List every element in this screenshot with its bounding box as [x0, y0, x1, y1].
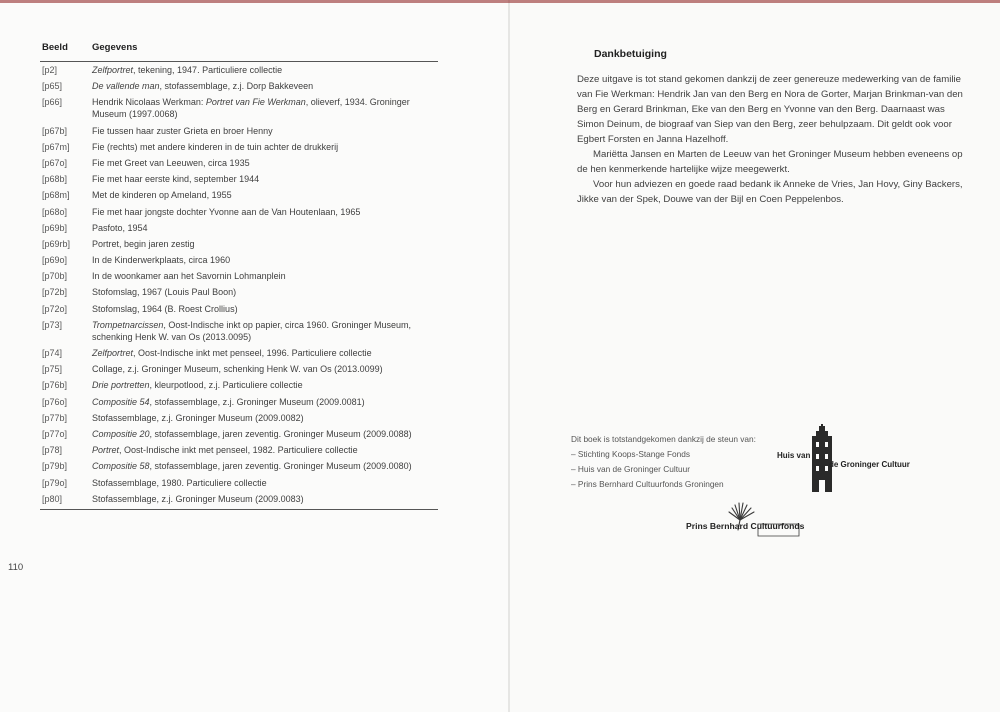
table-row: [40, 155, 438, 171]
table-body: [40, 62, 438, 510]
table-row: [40, 94, 438, 122]
page-top-edge: [0, 0, 1000, 3]
image-code-cell: [p74]: [42, 348, 63, 358]
artwork-title: De vallende man: [92, 81, 160, 92]
credit-details: Pasfoto, 1954: [92, 222, 148, 233]
credit-details: , Oost-Indische inkt met penseel, 1982. Particuliere collectie: [119, 445, 358, 456]
credit-details: , Oost-Indische inkt met penseel, 1996. Particuliere collectie: [133, 348, 372, 358]
table-row: [40, 394, 438, 410]
table-row: [40, 458, 438, 474]
credit-prefix: Hendrik Nicolaas Werkman:: [92, 97, 206, 108]
credit-details: Fie tussen haar zuster Grieta en broer Henny: [92, 125, 273, 136]
credit-details: In de woonkamer aan het Savornin Lohmanplein: [92, 271, 286, 282]
table-row: [40, 345, 438, 361]
image-code-cell: [p79o]: [42, 477, 68, 488]
image-code-cell: [p80]: [40, 491, 90, 510]
artwork-title: Compositie 54: [92, 396, 150, 407]
image-code-cell: [p68m]: [42, 190, 70, 201]
artwork-title: Compositie 20: [92, 428, 150, 439]
image-data-cell: [90, 410, 438, 426]
sponsor-list: [571, 447, 781, 492]
groninger-cultuur-logo-text: de Groninger Cultuur: [829, 460, 910, 469]
artwork-title: Zelfportret: [92, 65, 134, 75]
credit-details: , tekening, 1947. Particuliere collectie: [133, 65, 283, 75]
ack-paragraph-3: Voor hun adviezen en goede raad bedank ik Anneke de Vries, Jan Hovy, Giny Backers, Jikke van der Spek, Douwe van der Bijl en Coen Peppelenbos.: [577, 179, 963, 205]
image-data-cell: [90, 62, 438, 79]
image-data-cell: [90, 155, 438, 171]
artwork-title: Portret van Fie Werkman: [205, 97, 306, 108]
credit-details: , kleurpotlood, z.j. Particuliere collectie: [149, 380, 303, 391]
image-data-cell: [90, 78, 438, 94]
image-code-cell: [p73]: [42, 319, 63, 330]
image-code-cell: [p2]: [42, 65, 58, 75]
acknowledgements-title: Dankbetuiging: [594, 48, 667, 60]
image-data-cell: [90, 317, 438, 345]
image-code-cell: [p68o]: [42, 206, 68, 217]
image-code-cell: [p72o]: [42, 303, 68, 314]
table-row: [40, 442, 438, 458]
image-code-cell: [p76o]: [42, 396, 68, 407]
image-data-cell: [90, 284, 438, 300]
table-row: [40, 475, 438, 491]
sponsor-block: [571, 432, 781, 492]
credit-details: Portret, begin jaren zestig: [92, 238, 195, 249]
image-code-cell: [p68b]: [42, 174, 68, 185]
image-code-cell: [p75]: [42, 364, 63, 375]
table-row: [40, 426, 438, 442]
credit-details: , stofassemblage, jaren zeventig. Groninger Museum (2009.0080): [149, 461, 412, 472]
credit-details: Stofomslag, 1967 (Louis Paul Boon): [92, 287, 237, 298]
acknowledgements-body: [577, 72, 969, 207]
image-code-cell: [p69rb]: [42, 238, 71, 249]
sponsor-item: – Prins Bernhard Cultuurfonds Groningen: [571, 477, 781, 492]
image-data-cell: [90, 171, 438, 187]
image-data-cell: [90, 252, 438, 268]
image-data-cell: [90, 491, 438, 510]
table-row: [40, 236, 438, 252]
image-code-cell: [p65]: [42, 81, 63, 92]
table-row: [40, 301, 438, 317]
column-header-data: Gegevens: [90, 42, 438, 62]
page-number: 110: [8, 562, 24, 573]
credit-details: Met de kinderen op Ameland, 1955: [92, 190, 232, 201]
image-code-cell: [p77b]: [42, 412, 68, 423]
image-code-cell: [p67m]: [42, 141, 70, 152]
image-code-cell: [p69o]: [42, 255, 68, 266]
ack-paragraph-2: Mariëtta Jansen en Marten de Leeuw van het Groninger Museum hebben eveneens op de hen kenmerkende hartelijke wijze meegewerkt.: [577, 149, 963, 175]
image-data-cell: [90, 236, 438, 252]
table-row: [40, 410, 438, 426]
image-code-cell: [p78]: [42, 445, 63, 456]
column-header-image: Beeld: [40, 42, 90, 62]
credit-details: Collage, z.j. Groninger Museum, schenking Henk W. van Os (2013.0099): [92, 364, 383, 375]
table-row: [40, 491, 438, 510]
credit-details: Stofassemblage, 1980. Particuliere collectie: [92, 477, 267, 488]
table-row: [40, 317, 438, 345]
image-code-cell: [p77o]: [42, 428, 68, 439]
image-data-cell: [90, 345, 438, 361]
table-row: [40, 171, 438, 187]
table-row: [40, 268, 438, 284]
artwork-title: Drie portretten: [92, 380, 150, 391]
table-row: [40, 220, 438, 236]
table-row: [40, 204, 438, 220]
image-code-cell: [p67o]: [42, 157, 68, 168]
credit-details: , olieverf, 1934. Groninger Museum (1997.0068): [92, 97, 410, 120]
image-credits-table: [40, 42, 438, 510]
image-data-cell: [90, 139, 438, 155]
image-data-cell: [90, 220, 438, 236]
table-row: [40, 187, 438, 203]
table-row: [40, 284, 438, 300]
credit-details: , stofassemblage, z.j. Dorp Bakkeveen: [159, 81, 314, 92]
table-row: [40, 361, 438, 377]
artwork-title: Portret: [92, 445, 120, 456]
artwork-title: Zelfportret: [92, 348, 134, 358]
credit-details: Stofomslag, 1964 (B. Roest Crollius): [92, 303, 238, 314]
pb-logo-text-a: Prins Bernhard: [686, 521, 751, 531]
credit-details: , stofassemblage, jaren zeventig. Groninger Museum (2009.0088): [149, 428, 412, 439]
credit-details: Fie met Greet van Leeuwen, circa 1935: [92, 157, 250, 168]
image-data-cell: [90, 187, 438, 203]
sponsor-intro: Dit boek is totstandgekomen dankzij de steun van:: [571, 434, 756, 444]
huis-logo-text: Huis van: [777, 451, 811, 460]
image-code-cell: [p69b]: [42, 222, 68, 233]
table-row: [40, 139, 438, 155]
table-row: [40, 62, 438, 79]
image-code-cell: [p76b]: [42, 380, 68, 391]
image-data-cell: [90, 458, 438, 474]
table-header-row: [40, 42, 438, 62]
credit-details: Fie met haar jongste dochter Yvonne aan de Van Houtenlaan, 1965: [92, 206, 361, 217]
image-data-cell: [90, 123, 438, 139]
credit-details: Stofassemblage, z.j. Groninger Museum (2009.0082): [92, 412, 304, 423]
image-data-cell: [90, 361, 438, 377]
pb-logo-text-b: Cultuurfonds: [750, 521, 805, 531]
image-data-cell: [90, 394, 438, 410]
ack-paragraph-1: Deze uitgave is tot stand gekomen dankzij de zeer genereuze medewerking van de familie van Fie Werkman: Hendrik Jan van den Berg en Nora de Gorter, Marjan Brinkman-van den Berg en Gerard Brinkman, Eke van den Berg en Yvonne van den Berg. Daarnaast was Simon Deinum, de biograaf van Siep van den Berg, zeer behulpzaam. Dit geldt ook voor Egbert Forsten en Janna Hazelhoff.: [577, 74, 963, 145]
image-code-cell: [p79b]: [42, 461, 68, 472]
image-code-cell: [p72b]: [42, 287, 68, 298]
image-data-cell: [90, 268, 438, 284]
table-row: [40, 252, 438, 268]
image-code-cell: [p66]: [42, 97, 63, 108]
image-data-cell: [90, 475, 438, 491]
artwork-title: Trompetnarcissen: [92, 319, 164, 330]
image-data-cell: [90, 94, 438, 122]
credit-details: , stofassemblage, z.j. Groninger Museum (2009.0081): [149, 396, 365, 407]
table-row: [40, 78, 438, 94]
table-row: [40, 377, 438, 393]
image-data-cell: [90, 301, 438, 317]
sponsor-item: – Huis van de Groninger Cultuur: [571, 462, 781, 477]
image-code-cell: [p70b]: [42, 271, 68, 282]
sponsor-item: – Stichting Koops-Stange Fonds: [571, 447, 781, 462]
credit-details: Fie met haar eerste kind, september 1944: [92, 174, 260, 185]
credit-details: Fie (rechts) met andere kinderen in de tuin achter de drukkerij: [92, 141, 339, 152]
image-data-cell: [90, 377, 438, 393]
prins-bernhard-logo-text: [686, 521, 804, 531]
image-data-cell: [90, 426, 438, 442]
credit-details: Stofassemblage, z.j. Groninger Museum (2009.0083): [92, 493, 304, 504]
image-data-cell: [90, 204, 438, 220]
artwork-title: Compositie 58: [92, 461, 150, 472]
table-row: [40, 123, 438, 139]
credit-details: In de Kinderwerkplaats, circa 1960: [92, 255, 231, 266]
image-data-cell: [90, 442, 438, 458]
image-code-cell: [p67b]: [42, 125, 68, 136]
credit-details: , Oost-Indische inkt op papier, circa 1960. Groninger Museum, schenking Henk W. van Os (2013.0095): [92, 319, 411, 342]
